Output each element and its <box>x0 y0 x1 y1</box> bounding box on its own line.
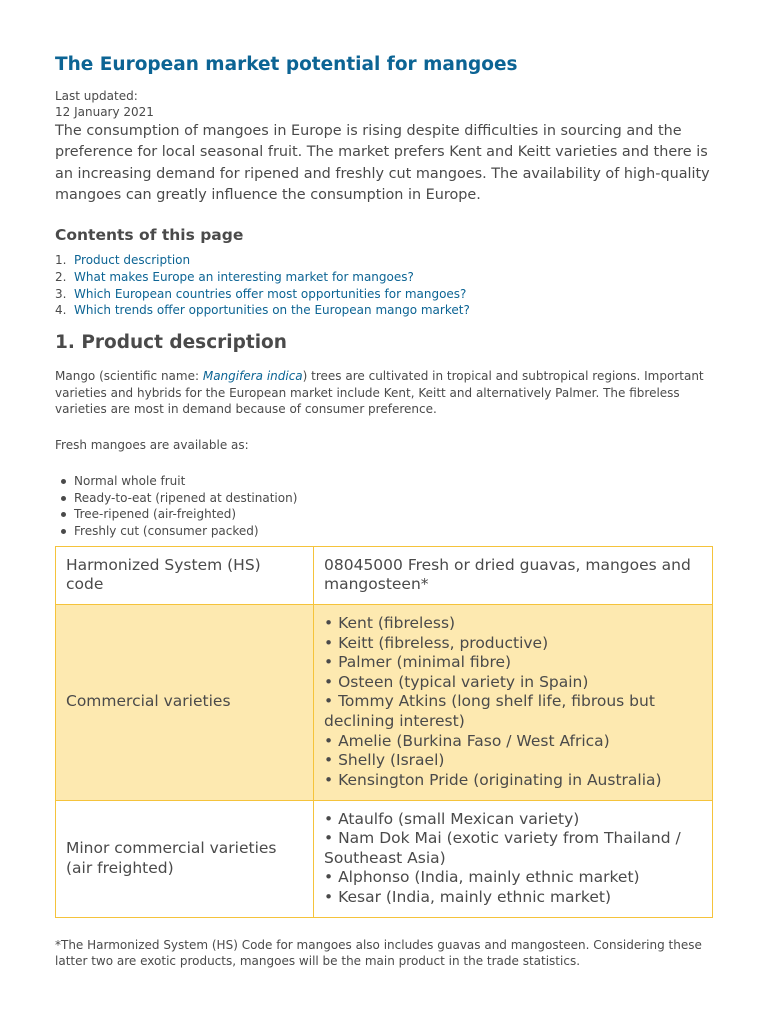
table-value-line: • Kensington Pride (originating in Australia) <box>324 770 662 789</box>
list-item: Normal whole fruit <box>55 473 713 490</box>
table-row <box>56 604 713 800</box>
intro-paragraph: The consumption of mangoes in Europe is rising despite difficulties in sourcing and the preference for local seasonal fruit. The market prefers Kent and Keitt varieties and there is an increasing demand for ripened and freshly cut mangoes. The availability of high-quality mangoes can greatly influence the consumption in Europe. <box>55 123 710 203</box>
table-value-line: • Keitt (fibreless, productive) <box>324 633 549 652</box>
product-table <box>55 546 713 918</box>
last-updated-label: Last updated: <box>55 89 138 103</box>
toc-link-trends[interactable]: Which trends offer opportunities on the European mango market? <box>74 303 470 318</box>
table-label-cell: Commercial varieties <box>56 604 314 800</box>
table-value-line: • Amelie (Burkina Faso / West Africa) <box>324 731 610 750</box>
table-label-cell: Minor commercial varieties (air freighted) <box>56 800 314 917</box>
toc-item <box>55 252 713 269</box>
product-description-paragraph <box>55 368 713 418</box>
table-value-line: • Palmer (minimal fibre) <box>324 653 512 672</box>
table-row <box>56 546 713 604</box>
table-value-line: • Osteen (typical variety in Spain) <box>324 672 589 691</box>
toc-link-interesting-market[interactable]: What makes Europe an interesting market for mangoes? <box>74 269 414 284</box>
toc-item <box>55 269 713 286</box>
section-heading-product-description: 1. Product description <box>55 332 287 353</box>
table-of-contents <box>55 252 713 319</box>
table-value-line: • Kent (fibreless) <box>324 613 456 632</box>
toc-number: 3. <box>55 286 67 301</box>
toc-number: 2. <box>55 269 67 284</box>
toc-item <box>55 286 713 303</box>
toc-number: 4. <box>55 303 67 318</box>
toc-item <box>55 302 713 319</box>
table-value-line: • Alphonso (India, mainly ethnic market) <box>324 868 640 887</box>
toc-number: 1. <box>55 253 67 268</box>
availability-intro: Fresh mangoes are available as: <box>55 438 249 453</box>
list-item: Ready-to-eat (ripened at destination) <box>55 490 713 507</box>
table-value-line: • Shelly (Israel) <box>324 751 445 770</box>
scientific-name: Mangifera indica <box>202 369 303 383</box>
toc-link-european-countries[interactable]: Which European countries offer most opportunities for mangoes? <box>74 286 467 301</box>
table-value-line: 08045000 Fresh or dried guavas, mangoes and mangosteen* <box>324 555 691 594</box>
table-row <box>56 800 713 917</box>
availability-list <box>55 473 713 540</box>
list-item: Freshly cut (consumer packed) <box>55 523 713 540</box>
table-value-line: • Ataulfo (small Mexican variety) <box>324 809 580 828</box>
toc-link-product-description[interactable]: Product description <box>74 253 191 268</box>
table-value-cell <box>314 604 713 800</box>
contents-heading: Contents of this page <box>55 226 244 245</box>
last-updated-date: 12 January 2021 <box>55 105 154 119</box>
table-value-line: • Kesar (India, mainly ethnic market) <box>324 888 612 907</box>
table-value-cell <box>314 800 713 917</box>
list-item: Tree-ripened (air-freighted) <box>55 506 713 523</box>
text-fragment: ) trees are cultivated in tropical and subtropical regions. Important varieties and hybrids for the European market include Kent, Keitt and alternatively Palmer. The fibreless varieties are most in demand because of consumer preference. <box>55 369 704 417</box>
table-footnote: *The Harmonized System (HS) Code for mangoes also includes guavas and mangosteen. Considering these latter two are exotic products, mangoes will be the main product in the trade statistics. <box>55 937 702 969</box>
table-value-line: • Tommy Atkins (long shelf life, fibrous but declining interest) <box>324 692 655 730</box>
text-fragment: Mango (scientific name: <box>55 369 203 383</box>
table-value-line: • Nam Dok Mai (exotic variety from Thailand / Southeast Asia) <box>324 829 681 867</box>
table-label-cell: Harmonized System (HS) code <box>56 546 314 604</box>
page-title: The European market potential for mangoes <box>55 54 518 75</box>
last-updated <box>55 88 713 120</box>
table-value-cell <box>314 546 713 604</box>
